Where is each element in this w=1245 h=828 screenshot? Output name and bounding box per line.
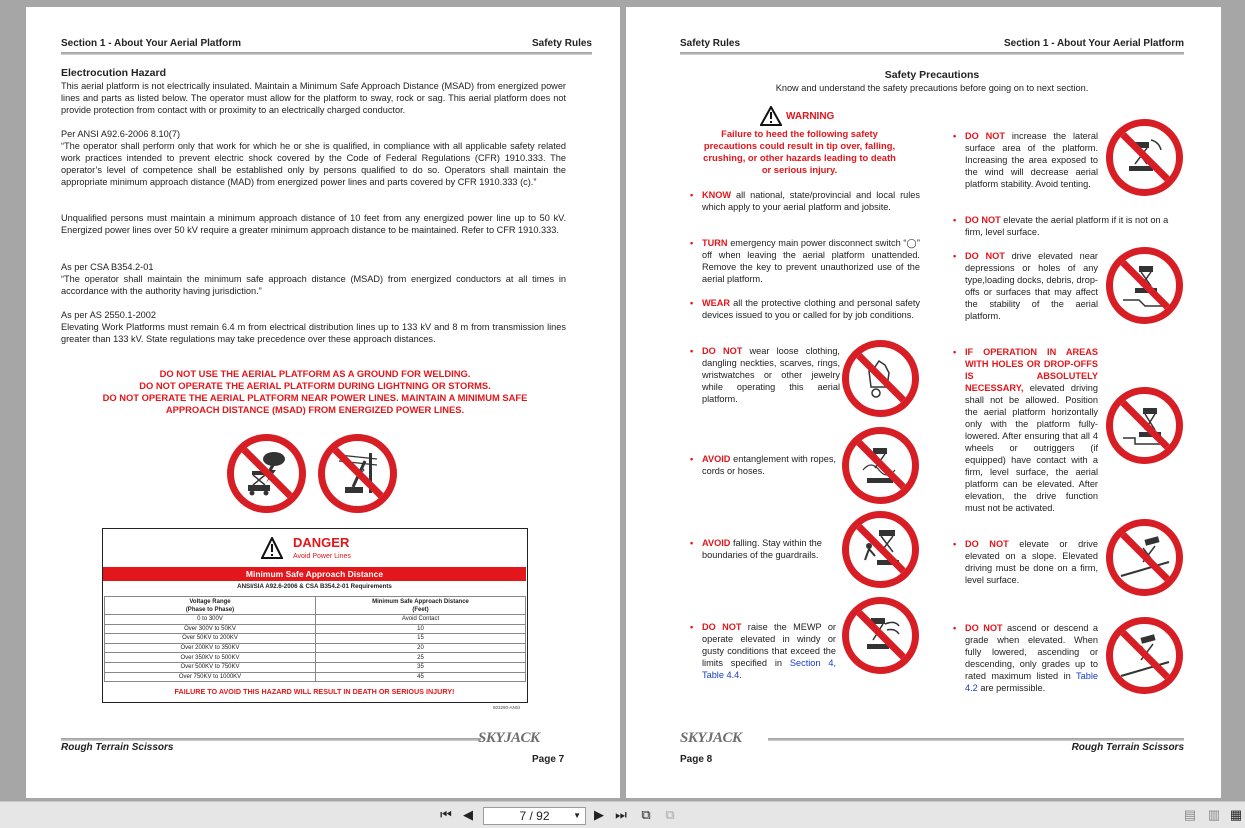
next-page-button[interactable]: ▶: [594, 807, 604, 822]
continuous-view-icon[interactable]: ▥: [1207, 807, 1221, 822]
list-item: • KNOW all national, state/provincial and local rules which apply to your aerial platform and jobsite.: [690, 190, 920, 212]
as-paragraph: Elevating Work Platforms must remain 6.4 m from electrical distribution lines up to 133 kV and 8 m from transmission lines greater than 133 kV. State regulations may take precedence over these approach distances.: [61, 322, 566, 344]
table-row: Over 750KV to 1000KV 45: [105, 672, 526, 682]
no-drop-offs-icon: [1106, 387, 1183, 464]
list-item: • IF OPERATION IN AREAS WITH HOLES OR DROP-OFFS IS ABSOLUTELY NECESSARY, elevated driving shall not be allowed. Position the aerial platform horizontally only with the platform fully-lowered. After ensuring that all 4 wheels or outriggers (if equipped) have contact with a firm, level surface, the aerial platform can be elevated. After elevation, the drive function must not be activated.: [953, 347, 1098, 513]
skyjack-logo: SKYJACK: [680, 730, 742, 746]
danger-title: DANGER: [293, 535, 350, 550]
no-wind-icon: [842, 597, 919, 674]
no-falling-icon: [842, 511, 919, 588]
table-row: Over 300V to 50KV 10: [105, 624, 526, 634]
red-warnings: [76, 368, 554, 416]
section-subtitle: Know and understand the safety precautions before going on to next section.: [775, 83, 1089, 93]
danger-subtitle: Avoid Power Lines: [293, 553, 351, 560]
no-lightning-icon: [227, 434, 306, 513]
table-row: 0 to 300V Avoid Contact: [105, 615, 526, 625]
page-7: [26, 7, 620, 798]
page-number: Page 8: [680, 754, 713, 765]
list-item: • DO NOT elevate or drive elevated on a slope. Elevated driving must be done on a firm, level surface.: [953, 539, 1098, 585]
table-row: Over 50KV to 200KV 15: [105, 634, 526, 644]
list-item: • DO NOT wear loose clothing, dangling neckties, scarves, rings, wristwatches or other jewelry while operating this aerial platform.: [690, 346, 840, 404]
table-row: Over 350KV to 500KV 25: [105, 653, 526, 663]
footer-rule: [768, 738, 1184, 741]
danger-band: Minimum Safe Approach Distance: [103, 567, 526, 581]
table-row: Over 200KV to 350KV 20: [105, 643, 526, 653]
page-select[interactable]: [483, 807, 586, 825]
list-item: • DO NOT ascend or descend a grade when elevated. When fully lowered, ascending or descending, only grades up to rated maximum listed in Table 4.2 are permissible.: [953, 623, 1098, 693]
msad-table: [104, 596, 526, 682]
list-item: • DO NOT drive elevated near depressions or holes of any type,loading docks, debris, drop-offs or surfaces that may affect the stability of the aerial platform.: [953, 251, 1098, 321]
warning-triangle-icon: [760, 106, 782, 126]
page-indicator: 7 / 92: [519, 809, 550, 823]
link-section-4-table-4-4[interactable]: Section 4, Table 4.4: [702, 658, 837, 680]
previous-page-button[interactable]: ◀: [463, 807, 473, 822]
no-grade-icon: [1106, 617, 1183, 694]
unqualified-paragraph: Unqualified persons must maintain a minimum approach distance of 10 feet from any energized power line up to 50 kV. Energized power lines over 50 kV require a greater minimum approach distance to be maintained. Refer to CFR 1910.333.: [61, 213, 566, 235]
header-rule: [61, 52, 592, 55]
csa-reference: As per CSA B354.2-01: [61, 262, 154, 272]
no-slope-icon: [1106, 519, 1183, 596]
header-rule: [680, 52, 1184, 55]
warning-lightning: DO NOT OPERATE THE AERIAL PLATFORM DURING LIGHTNING OR STORMS.: [139, 380, 491, 391]
warning-power-lines: DO NOT OPERATE THE AERIAL PLATFORM NEAR POWER LINES. MAINTAIN A MINIMUM SAFE APPROACH DISTANCE (MSAD) FROM ENERGIZED POWER LINES.: [102, 392, 528, 415]
list-item: • AVOID entanglement with ropes, cords or hoses.: [690, 454, 836, 476]
section-title: Safety Precautions: [884, 69, 980, 81]
no-power-lines-icon: [318, 434, 397, 513]
table-row: Over 500KV to 750KV 35: [105, 662, 526, 672]
no-entanglement-icon: [842, 427, 919, 504]
list-item: • WEAR all the protective clothing and personal safety devices issued to you or called for by job conditions.: [690, 298, 920, 320]
page-number: Page 7: [532, 754, 565, 765]
footer-title: Rough Terrain Scissors: [1071, 742, 1184, 753]
warning-word: WARNING: [786, 111, 835, 122]
list-item: • DO NOT elevate the aerial platform if it is not on a firm, level surface.: [953, 215, 1169, 237]
header-section: Section 1 - About Your Aerial Platform: [61, 38, 242, 49]
part-number: 603290-ANSI: [493, 705, 521, 710]
danger-label: [102, 528, 528, 703]
header-chapter: Safety Rules: [531, 38, 592, 49]
warning-text: Failure to heed the following safety precautions could result in tip over, falling, crushing, or other hazards leading to death or serious injury.: [703, 128, 896, 175]
header-chapter: Safety Rules: [680, 38, 741, 49]
danger-standards: ANSI/SIA A92.6-2006 & CSA B354.2-01 Requirements: [237, 583, 392, 590]
no-depressions-icon: [1106, 247, 1183, 324]
voltage-header: Voltage Range (Phase to Phase): [105, 597, 316, 615]
footer-title: Rough Terrain Scissors: [61, 742, 174, 753]
ansi-reference: Per ANSI A92.6-2006 8.10(7): [61, 129, 181, 139]
ansi-quote: “The operator shall perform only that work for which he or she is qualified, in compliance with all applicable safety related work practices intended to prevent electric shock covered by the Code of Federal Regulations (CFR) 1910.333. The operator’s level of competence shall be established only by persons qualified to do so. Operators shall maintain the appropriate minimum approach distance (MAD) from energized power lines and parts covered by CFR 1910.333 (c).”: [61, 141, 566, 187]
fit-page-icon[interactable]: ⧉: [641, 807, 651, 822]
last-page-button[interactable]: ⏭: [615, 807, 627, 822]
page-8: [626, 7, 1221, 798]
list-item: • AVOID falling. Stay within the boundaries of the guardrails.: [690, 538, 822, 560]
chevron-down-icon: ▼: [573, 811, 581, 820]
single-page-view-icon[interactable]: ▤: [1183, 807, 1197, 822]
fit-width-icon[interactable]: ⧉: [665, 807, 675, 822]
distance-header: Minimum Safe Approach Distance (Feet): [316, 597, 526, 615]
header-section: Section 1 - About Your Aerial Platform: [1003, 38, 1184, 49]
no-jewelry-icon: [842, 340, 919, 417]
list-item: • TURN emergency main power disconnect switch “◯” off when leaving the aerial platform unattended. Remove the key to prevent unauthorized use of the aerial platform.: [690, 238, 920, 284]
footer-rule: [61, 738, 481, 741]
table-header-row: [105, 597, 526, 615]
first-page-button[interactable]: ⏮: [440, 807, 452, 822]
two-page-view-icon[interactable]: ▦: [1229, 807, 1243, 822]
intro-paragraph: This aerial platform is not electrically insulated. Maintain a Minimum Safe Approach Distance (MSAD) from energized power lines and parts as listed below. The operator must allow for the platform to sway, rock or sag. This aerial platform does not provide protection from contact with or proximity to an electrically charged conductor.: [61, 81, 566, 115]
hazard-title: Electrocution Hazard: [61, 67, 167, 79]
warning-welding: DO NOT USE THE AERIAL PLATFORM AS A GROUND FOR WELDING.: [159, 368, 471, 379]
as-reference: As per AS 2550.1-2002: [61, 310, 157, 320]
list-item: • DO NOT raise the MEWP or operate elevated in windy or gusty conditions that exceed the limits specified in Section 4, Table 4.4.: [690, 622, 837, 680]
no-tenting-icon: [1106, 119, 1183, 196]
link-table-4-2[interactable]: Table 4.2: [965, 671, 1098, 693]
skyjack-logo: SKYJACK: [478, 730, 540, 746]
list-item: • DO NOT increase the lateral surface area of the platform. Increasing the area exposed to the wind will decrease aerial platform stability. Avoid tenting.: [953, 131, 1098, 189]
csa-quote: “The operator shall maintain the minimum safe approach distance (MSAD) from energized conductors at all times in accordance with the authority having jurisdiction.”: [61, 274, 566, 296]
warning-triangle-icon: [261, 537, 283, 559]
viewer-toolbar: [0, 801, 1245, 828]
danger-footer: FAILURE TO AVOID THIS HAZARD WILL RESULT IN DEATH OR SERIOUS INJURY!: [174, 687, 455, 696]
